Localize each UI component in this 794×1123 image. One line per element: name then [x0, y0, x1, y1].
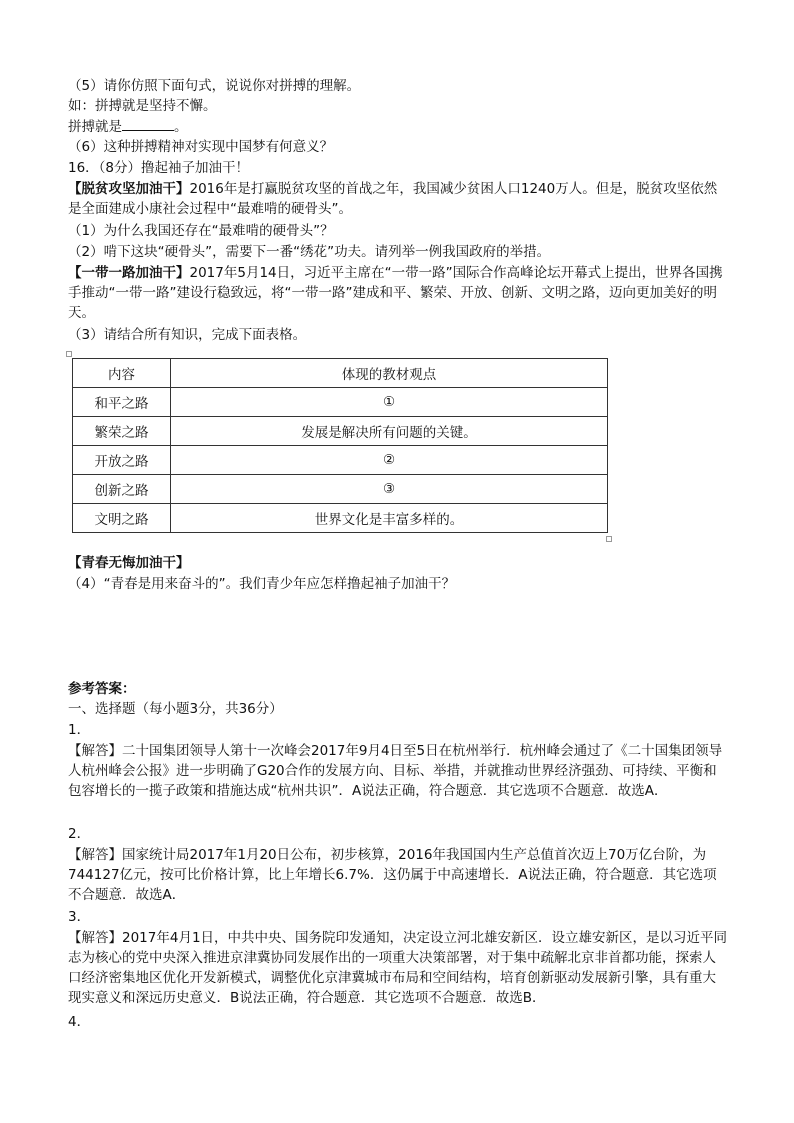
section1-text: 2016年是打赢脱贫攻坚的首战之年，我国减少贫困人口1240万人。但是，脱贫攻坚依然是全面建成小康社会过程中“最难啃的硬骨头”。 — [68, 181, 718, 217]
table-cell-viewpoint: ② — [171, 446, 608, 475]
q16-question2: （2）啃下这块“硬骨头”，需要下一番“绣花”功夫。请列举一例我国政府的举措。 — [68, 244, 551, 260]
q15-part6: （6）这种拼搏精神对实现中国梦有何意义？ — [68, 139, 334, 155]
q16-section2 — [68, 263, 728, 323]
answer-text: 【解答】国家统计局2017年1月20日公布，初步核算，2016年我国国内生产总值首次迈上70万亿台阶，为744127亿元，按可比价格计算，比上年增长6.7%．这仍属于中高速增长．A说法正确，符合题意．其它选项不合题意．故选A． — [68, 847, 717, 903]
answer-blank[interactable] — [122, 116, 174, 131]
table-row — [73, 417, 608, 446]
table-header-content: 内容 — [73, 359, 171, 388]
table-row — [73, 446, 608, 475]
table-resize-handle[interactable] — [66, 351, 72, 357]
table-cell-content: 创新之路 — [73, 475, 171, 504]
fill-prefix: 拼搏就是 — [68, 119, 122, 135]
answer-number: 1． — [68, 722, 91, 738]
section2-heading: 【一带一路加油干】 — [68, 265, 190, 281]
fill-suffix: 。 — [174, 119, 188, 135]
q15-example: 如：拼搏就是坚持不懈。 — [68, 98, 217, 114]
table-cell-content: 繁荣之路 — [73, 417, 171, 446]
table-row — [73, 388, 608, 417]
q15-fill-line — [68, 116, 188, 137]
q16-question3: （3）请结合所有知识，完成下面表格。 — [68, 327, 307, 343]
table-cell-viewpoint: 世界文化是丰富多样的。 — [171, 504, 608, 533]
table-cell-content: 文明之路 — [73, 504, 171, 533]
table-row — [73, 475, 608, 504]
section2-text: 2017年5月14日，习近平主席在“一带一路”国际合作高峰论坛开幕式上提出，世界各国携手推动“一带一路”建设行稳致远，将“一带一路”建成和平、繁荣、开放、创新、文明之路，迈向更加美好的明天。 — [68, 265, 723, 321]
answer-number: 3． — [68, 909, 91, 925]
q15-part5: （5）请你仿照下面句式，说说你对拼搏的理解。 — [68, 78, 361, 94]
answers-heading: 参考答案： — [68, 681, 136, 697]
q16-title: 16．（8分）撸起袖子加油干！ — [68, 160, 250, 176]
answer-text: 【解答】2017年4月1日，中共中央、国务院印发通知，决定设立河北雄安新区．设立雄安新区，是以习近平同志为核心的党中央深入推进京津冀协同发展作出的一项重大决策部署，对于集中疏解北京非首都功能，探索人口经济密集地区优化开发新模式，调整优化京津冀城市布局和空间结构，培育创新驱动发展新引擎，具有重大现实意义和深远历史意义．B说法正确，符合题意．其它选项不合题意．故选B． — [68, 930, 728, 1006]
viewpoint-table — [72, 358, 608, 533]
answer-number: 2． — [68, 826, 91, 842]
q16-section3-heading: 【青春无悔加油干】 — [68, 555, 190, 571]
section1-heading: 【脱贫攻坚加油干】 — [68, 181, 190, 197]
table-cell-content: 开放之路 — [73, 446, 171, 475]
answers-section: 一、选择题（每小题3分，共36分） — [68, 701, 283, 717]
table-header-row — [73, 359, 608, 388]
q16-question4: （4）“青春是用来奋斗的”。我们青少年应怎样撸起袖子加油干？ — [68, 576, 456, 592]
answer-number: 4． — [68, 1014, 91, 1030]
table-row — [73, 504, 608, 533]
table-cell-viewpoint: ① — [171, 388, 608, 417]
answer-text: 【解答】二十国集团领导人第十一次峰会2017年9月4日至5日在杭州举行．杭州峰会通过了《二十国集团领导人杭州峰会公报》进一步明确了G20合作的发展方向、目标、举措，并就推动世界经济强劲、可持续、平衡和包容增长的一揽子政策和措施达成“杭州共识”．A说法正确，符合题意．其它选项不合题意．故选A． — [68, 743, 723, 799]
table-cell-viewpoint: ③ — [171, 475, 608, 504]
q16-section1 — [68, 179, 728, 219]
table-resize-handle[interactable] — [606, 536, 612, 542]
table-cell-viewpoint: 发展是解决所有问题的关键。 — [171, 417, 608, 446]
table-header-viewpoint: 体现的教材观点 — [171, 359, 608, 388]
q16-question1: （1）为什么我国还存在“最难啃的硬骨头”？ — [68, 223, 334, 239]
table-cell-content: 和平之路 — [73, 388, 171, 417]
